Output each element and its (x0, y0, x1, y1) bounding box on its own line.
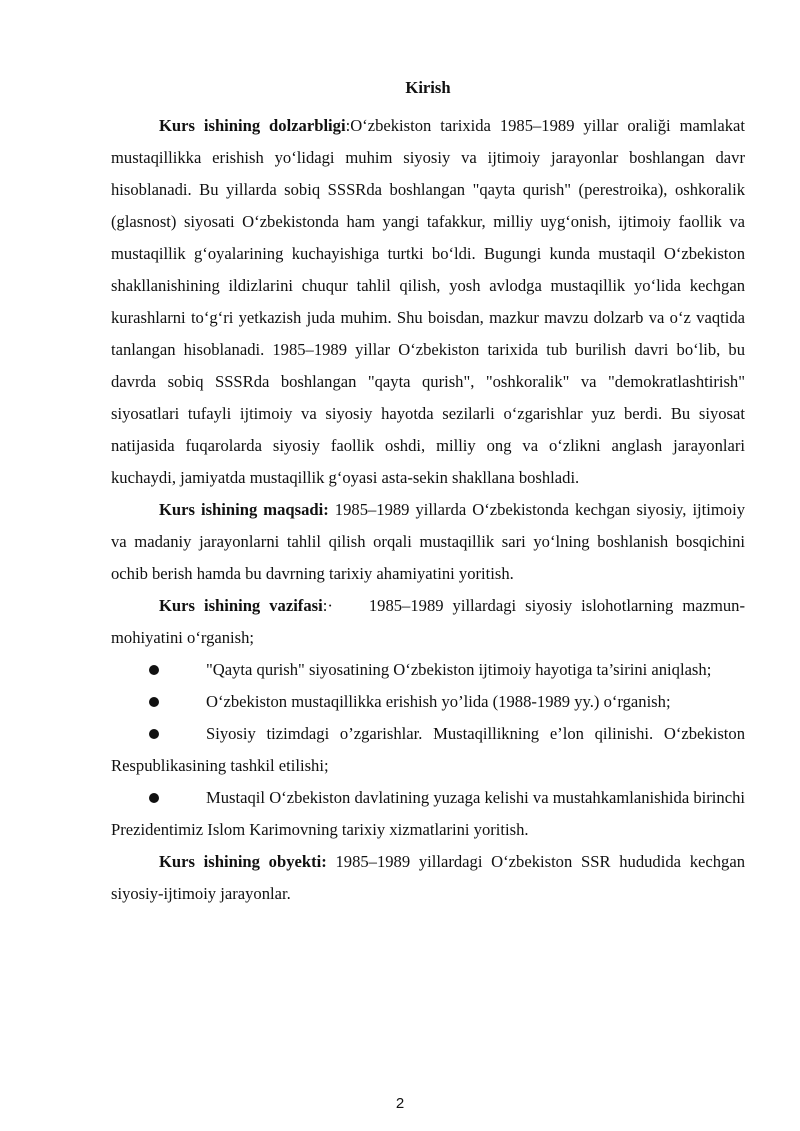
heading-separator: :· (322, 596, 333, 615)
heading-vazifasi: Kurs ishining vazifasi (159, 596, 323, 615)
heading-obyekti: Kurs ishining obyekti: (159, 852, 327, 871)
list-item (111, 718, 745, 782)
text-dolzarbligi: O‘zbekiston tarixida 1985–1989 yillar oraliği mamlakat mustaqillikka erishish yo‘lidagi muhim siyosiy va ijtimoiy jarayonlar boshlangan davr hisoblanadi. Bu yillarda sobiq SSSRda boshlangan "qayta qurish" (perestroika), oshkoralik (glasnost) siyosati O‘zbekistonda ham yangi tafakkur, milliy uyg‘onish, ijtimoiy faollik va mustaqillik g‘oyalarining kuchayishiga turtki bo‘ldi. Bugungi kunda mustaqil O‘zbekiston shakllanishining ildizlarini chuqur tahlil qilish, yosh avlodga mustaqillik yo‘lida kechgan kurashlarni to‘g‘ri yetkazish juda muhim. Shu boisdan, mazkur mavzu dolzarb va o‘z vaqtida tanlangan hisoblanadi. 1985–1989 yillar O‘zbekiston tarixida tub burilish davri bo‘lib, bu davrda sobiq SSSRda boshlangan "qayta qurish", "oshkoralik" va "demokratlashtirish" siyosatlari tufayli ijtimoiy va siyosiy hayotda sezilarli o‘zgarishlar yuz berdi. Bu siyosat natijasida fuqarolarda siyosiy faollik oshdi, milliy ong va o‘zlikni anglash jarayonlari kuchaydi, jamiyatda mustaqillik g‘oyasi asta-sekin shakllana boshladi. (111, 116, 745, 487)
list-item-text: Siyosiy tizimdagi o’zgarishlar. Mustaqillikning e’lon qilinishi. O‘zbekiston Respublikasining tashkil etilishi; (111, 724, 745, 775)
paragraph-vazifasi (111, 590, 745, 654)
list-item (111, 686, 745, 718)
list-item (111, 654, 745, 686)
text-maqsadi: 1985–1989 yillarda O‘zbekistonda kechgan siyosiy, ijtimoiy va madaniy jarayonlarni tahlil qilish orqali mustaqillik sari yo‘lning boshlanish bosqichini ochib berish hamda bu davrning tarixiy ahamiyatini yoritish. (111, 500, 745, 583)
bullet-icon (149, 697, 159, 707)
heading-maqsadi: Kurs ishining maqsadi: (159, 500, 329, 519)
list-item-text: "Qayta qurish" siyosatining O‘zbekiston ijtimoiy hayotiga ta’sirini aniqlash; (206, 660, 712, 679)
list-item (111, 782, 745, 846)
bullet-icon (149, 793, 159, 803)
page-title: Kirish (405, 78, 451, 97)
paragraph-maqsadi (111, 494, 745, 590)
paragraph-obyekti (111, 846, 745, 910)
list-item-text: O‘zbekiston mustaqillikka erishish yo’lida (1988-1989 yy.) o‘rganish; (206, 692, 671, 711)
list-item-text: Mustaqil O‘zbekiston davlatining yuzaga kelishi va mustahkamlanishida birinchi Prezidentimiz Islom Karimovning tarixiy xizmatlarini yoritish. (111, 788, 745, 839)
text-obyekti: 1985–1989 yillardagi O‘zbekiston SSR hududida kechgan siyosiy-ijtimoiy jarayonlar. (111, 852, 745, 903)
paragraph-dolzarbligi (111, 110, 745, 494)
page-number: 2 (395, 1095, 405, 1112)
document-body (111, 72, 745, 910)
text-vazifasi: 1985–1989 yillardagi siyosiy islohotlarning mazmun-mohiyatini o‘rganish; (111, 596, 745, 647)
bullet-icon (149, 729, 159, 739)
bullet-icon (149, 665, 159, 675)
heading-dolzarbligi: Kurs ishining dolzarbligi (159, 116, 346, 135)
heading-separator: : (345, 116, 351, 135)
